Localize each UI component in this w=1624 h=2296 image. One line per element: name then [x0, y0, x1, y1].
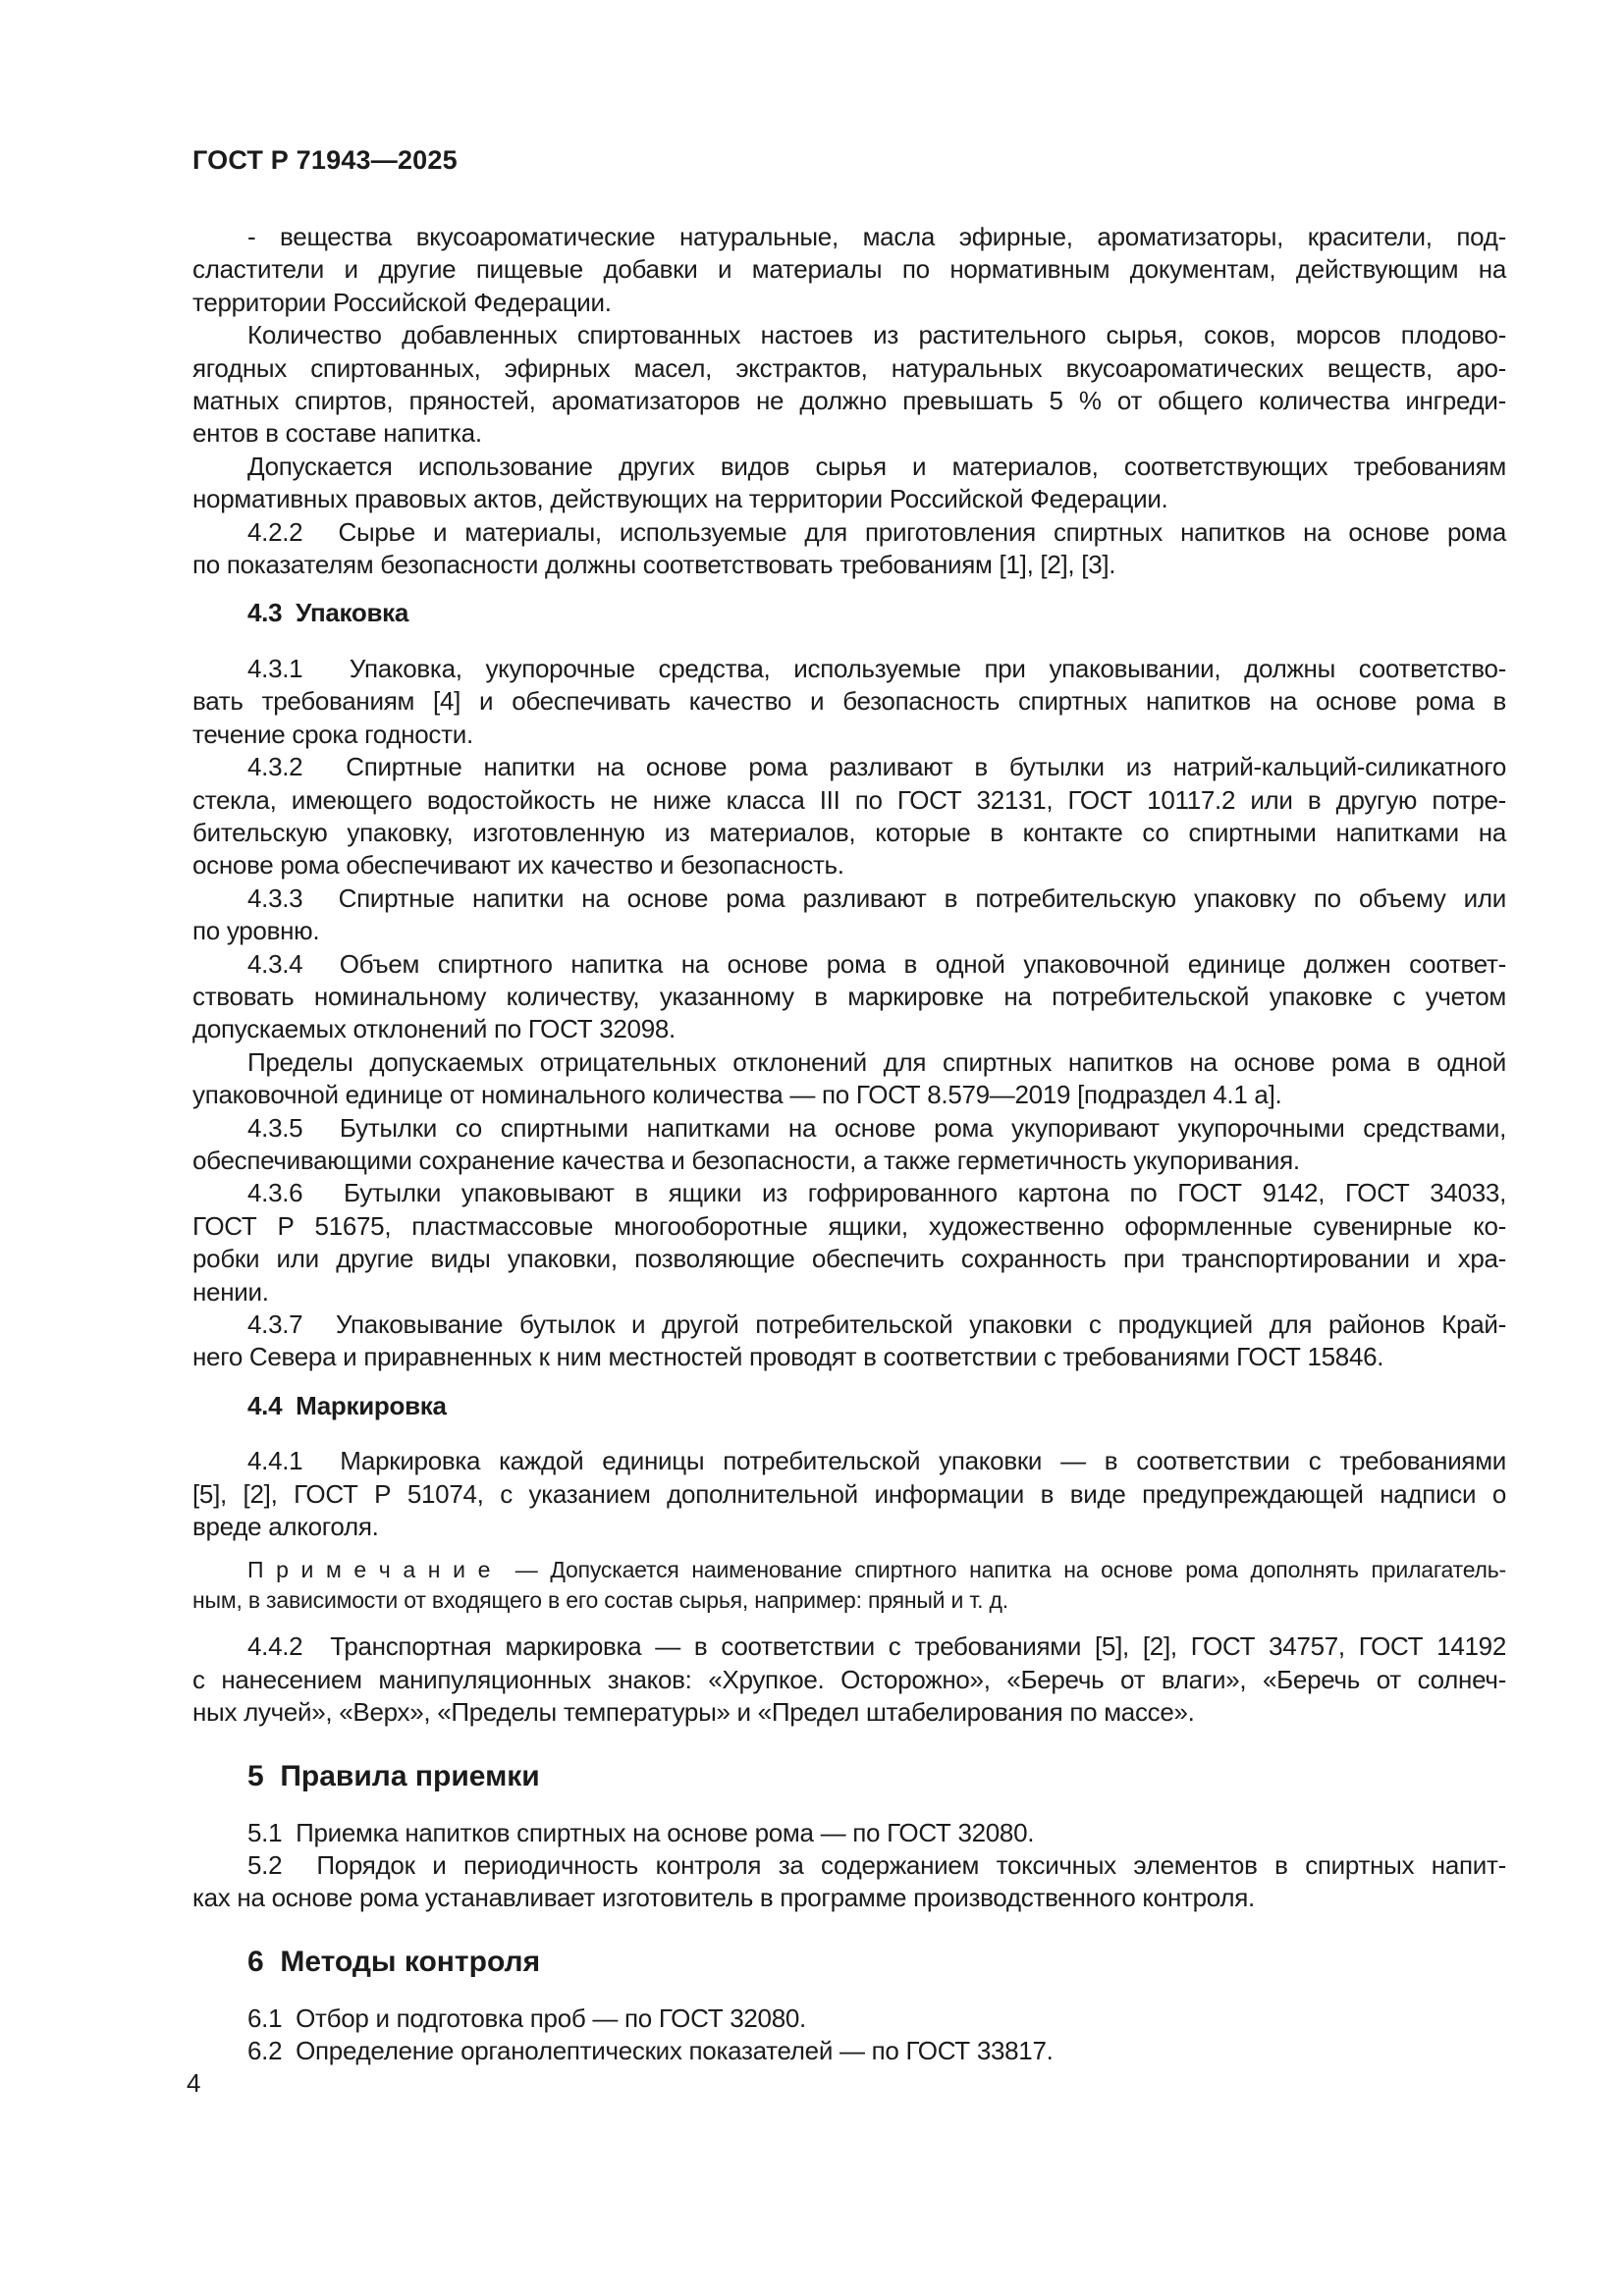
text-line: по уровню.: [192, 916, 320, 946]
text-line: 4.3.4 Объем спиртного напитка на основе рома в одной упаковочной единице должен соответ-: [247, 948, 1506, 979]
paragraph: [192, 1445, 1506, 1543]
text-line: вать требованиям [4] и обеспечивать качество и безопасность спиртных напитков на основе рома в: [192, 686, 1506, 717]
text-line: 6.1 Отбор и подготовка проб — по ГОСТ 32080.: [247, 2002, 806, 2033]
text-line: 4.3.1 Упаковка, укупорочные средства, используемые при упаковывании, должны соответство-: [247, 653, 1506, 683]
paragraph: [192, 2035, 1506, 2067]
text-line: ГОСТ Р 51675, пластмассовые многооборотные ящики, художественно оформленные сувенирные ко-: [192, 1210, 1506, 1241]
paragraph: [192, 1046, 1506, 1112]
document-header: ГОСТ Р 71943—2025: [192, 145, 458, 175]
paragraph: [192, 221, 1506, 319]
text-line: ягодных спиртованных, эфирных масел, экстрактов, натуральных вкусоароматических веществ, аро-: [192, 352, 1506, 383]
paragraph: [192, 882, 1506, 948]
text-line: с нанесением манипуляционных знаков: «Хрупкое. Осторожно», «Беречь от влаги», «Беречь от солнеч-: [192, 1664, 1506, 1694]
text-line: упаковочной единице от номинального количества — по ГОСТ 8.579—2019 [подраздел 4.1 а].: [192, 1080, 1282, 1110]
text-line: нении.: [192, 1276, 269, 1307]
paragraph: [192, 2002, 1506, 2035]
text-line: 4.4.2 Транспортная маркировка — в соответствии с требованиями [5], [2], ГОСТ 34757, ГОСТ 14192: [247, 1631, 1506, 1662]
paragraph: [192, 1849, 1506, 1915]
paragraph: [192, 319, 1506, 451]
text-line: нормативных правовых актов, действующих на территории Российской Федерации.: [192, 484, 1168, 514]
text-line: 4.3.3 Спиртные напитки на основе рома разливают в потребительскую упаковку по объему или: [247, 882, 1506, 913]
text-line: основе рома обеспечивают их качество и безопасность.: [192, 850, 844, 881]
text-line: ках на основе рома устанавливает изготовитель в программе производственного контроля.: [192, 1883, 1255, 1913]
text-line: территории Российской Федерации.: [192, 287, 612, 317]
text-line: 5.2 Порядок и периодичность контроля за содержанием токсичных элементов в спиртных напит-: [247, 1850, 1506, 1881]
text-line: по показателям безопасности должны соответствовать требованиям [1], [2], [3].: [192, 550, 1116, 580]
text-line: 4.3.2 Спиртные напитки на основе рома разливают в бутылки из натрий-кальций-силикатного: [247, 752, 1506, 782]
paragraph: [192, 451, 1506, 516]
text-line: ных лучей», «Верх», «Пределы температуры» и «Предел штабелирования по массе».: [192, 1697, 1195, 1728]
text-line: 4.4 Маркировка: [247, 1390, 447, 1420]
document-content: [192, 143, 1506, 2068]
paragraph: [192, 1112, 1506, 1178]
text-line: вреде алкоголя.: [192, 1512, 379, 1542]
text-line: робки или другие виды упаковки, позволяющие обеспечить сохранность при транспортировании и хра-: [192, 1244, 1506, 1274]
text-line: - вещества вкусоароматические натуральные, масла эфирные, ароматизаторы, красители, под-: [247, 222, 1506, 251]
text-line: него Севера и приравненных к ним местностей проводят в соответствии с требованиями ГОСТ 15846.: [192, 1342, 1384, 1372]
text-line: ентов в составе напитка.: [192, 418, 482, 449]
text-line: 4.3.6 Бутылки упаковывают в ящики из гофрированного картона по ГОСТ 9142, ГОСТ 34033,: [247, 1178, 1506, 1208]
text-line: допускаемых отклонений по ГОСТ 32098.: [192, 1014, 676, 1044]
text-line: 4.4.1 Маркировка каждой единицы потребительской упаковки — в соответствии с требованиями: [247, 1446, 1506, 1476]
paragraph: [192, 1817, 1506, 1849]
text-line: течение срока годности.: [192, 719, 473, 749]
section-heading: [192, 1943, 1506, 1982]
text-line: 5 Правила приемки: [247, 1759, 540, 1792]
text-line: ным, в зависимости от входящего в его состав сырья, например: пряный и т. д.: [192, 1586, 1008, 1613]
text-line: 6.2 Определение органолептических показателей — по ГОСТ 33817.: [247, 2036, 1054, 2066]
subsection-heading: [192, 597, 1506, 629]
section-heading: [192, 1757, 1506, 1796]
text-line: 4.3.7 Упаковывание бутылок и другой потребительской упаковки с продукцией для районов Край-: [247, 1309, 1506, 1339]
subsection-heading: [192, 1390, 1506, 1422]
text-line: Количество добавленных спиртованных настоев из растительного сырья, соков, морсов плодово-: [247, 320, 1506, 350]
text-line: 4.3.5 Бутылки со спиртными напитками на основе рома укупоривают укупорочными средствами,: [247, 1112, 1506, 1143]
text-line: стекла, имеющего водостойкость не ниже класса III по ГОСТ 32131, ГОСТ 10117.2 или в другую потре-: [192, 784, 1506, 815]
text-line: [5], [2], ГОСТ Р 51074, с указанием дополнительной информации в виде предупреждающей надписи о: [192, 1478, 1506, 1509]
text-line: Допускается использование других видов сырья и материалов, соответствующих требованиям: [247, 451, 1506, 481]
text-line: матных спиртов, пряностей, ароматизаторов не должно превышать 5 % от общего количества ингреди-: [192, 386, 1506, 416]
page-number: 4: [187, 2068, 201, 2098]
paragraph: [192, 1177, 1506, 1308]
paragraph: [192, 751, 1506, 882]
paragraph: [192, 653, 1506, 751]
paragraph: [192, 1308, 1506, 1374]
text-line: ствовать номинальному количеству, указанному в маркировке на потребительской упаковке с учетом: [192, 981, 1506, 1011]
document-body: [192, 221, 1506, 2068]
text-line: сластители и другие пищевые добавки и материалы по нормативным документам, действующим на: [192, 254, 1506, 285]
text-line: 6 Методы контроля: [247, 1945, 541, 1978]
text-line: 4.2.2 Сырье и материалы, используемые для приготовления спиртных напитков на основе рома: [247, 516, 1506, 547]
paragraph: [192, 1630, 1506, 1729]
text-line: бительскую упаковку, изготовленную из материалов, которые в контакте со спиртными напитками на: [192, 817, 1506, 847]
text-line: 4.3 Упаковка: [247, 598, 409, 628]
note-paragraph: [192, 1555, 1506, 1615]
paragraph: [192, 516, 1506, 582]
text-line: Пределы допускаемых отрицательных отклонений для спиртных напитков на основе рома в одной: [247, 1046, 1506, 1077]
text-line: обеспечивающими сохранение качества и безопасности, а также герметичность укупоривания.: [192, 1145, 1300, 1175]
paragraph: [192, 948, 1506, 1046]
text-line: 5.1 Приемка напитков спиртных на основе рома — по ГОСТ 32080.: [247, 1817, 1035, 1847]
text-line: П р и м е ч а н и е — Допускается наименование спиртного напитка на основе рома дополнять прилагатель-: [247, 1557, 1506, 1583]
